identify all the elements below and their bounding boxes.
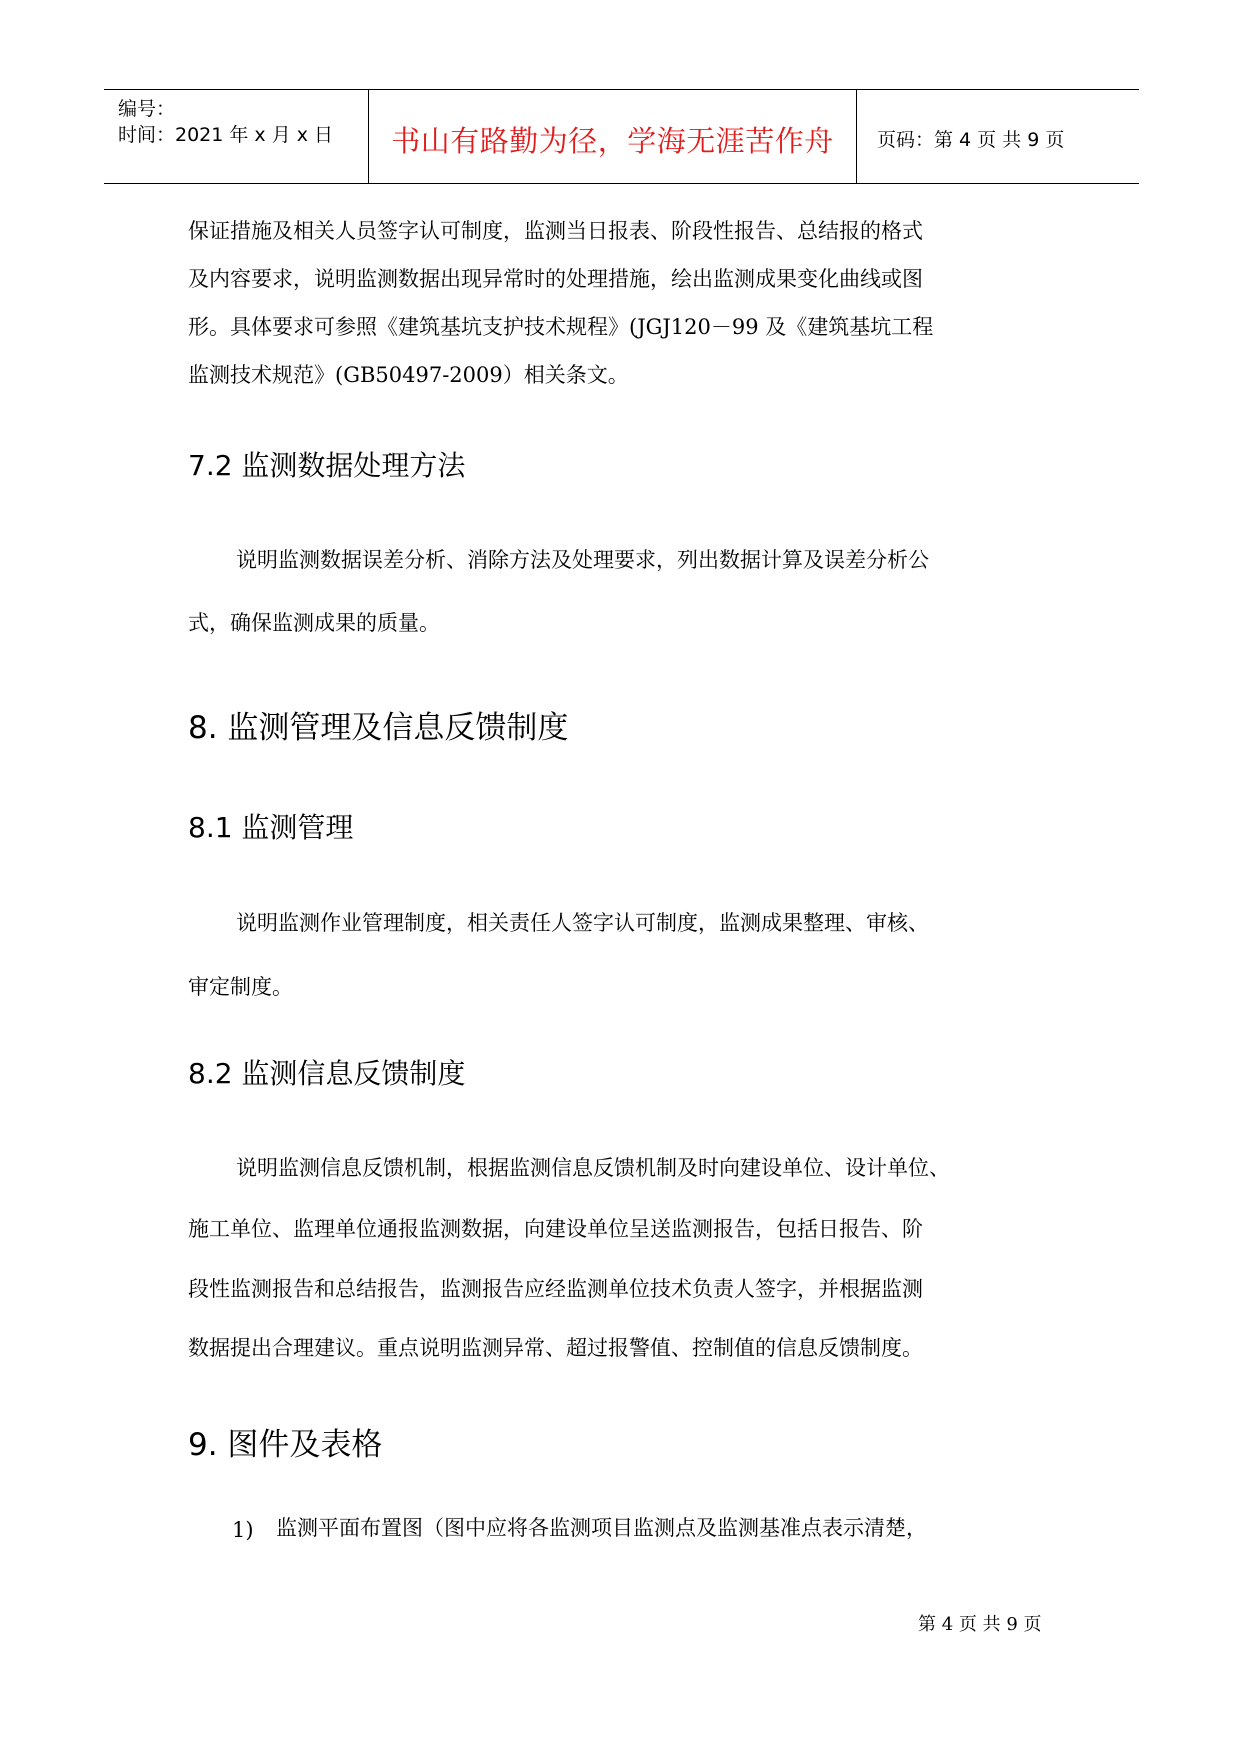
intro-line-3: 形。具体要求可参照《建筑基坑支护技术规程》(JGJ120－99 及《建筑基坑工程 xyxy=(188,315,934,339)
s82-line-4: 数据提出合理建议。重点说明监测异常、超过报警值、控制值的信息反馈制度。 xyxy=(188,1336,923,1360)
s72-line-1: 说明监测数据误差分析、消除方法及处理要求，列出数据计算及误差分析公 xyxy=(236,548,929,572)
s81-line-2: 审定制度。 xyxy=(188,975,293,999)
footer-page-number: 第 4 页 共 9 页 xyxy=(918,1614,1042,1635)
section-8-heading: 8. 监测管理及信息反馈制度 xyxy=(188,710,569,746)
list-item-text: 监测平面布置图（图中应将各监测项目监测点及监测基准点表示清楚， xyxy=(276,1516,927,1540)
doc-number-label: 编号： xyxy=(118,98,176,120)
header-middle-cell xyxy=(369,90,857,183)
header-page-number: 页码：第 4 页 共 9 页 xyxy=(877,129,1065,151)
section-9-heading: 9. 图件及表格 xyxy=(188,1427,383,1463)
section-8-2-heading: 8.2 监测信息反馈制度 xyxy=(188,1057,466,1090)
intro-line-4: 监测技术规范》(GB50497-2009）相关条文。 xyxy=(188,363,629,387)
list-item-number: 1) xyxy=(232,1518,254,1542)
doc-time-label: 时间：2021 年 x 月 x 日 xyxy=(118,124,334,146)
intro-line-1: 保证措施及相关人员签字认可制度，监测当日报表、阶段性报告、总结报的格式 xyxy=(188,219,923,243)
intro-line-2: 及内容要求，说明监测数据出现异常时的处理措施，绘出监测成果变化曲线或图 xyxy=(188,267,923,291)
header-right-cell xyxy=(857,90,1139,183)
s81-line-1: 说明监测作业管理制度，相关责任人签字认可制度，监测成果整理、审核、 xyxy=(236,911,929,935)
header-motto: 书山有路勤为径，学海无涯苦作舟 xyxy=(391,124,834,158)
section-7-2-heading: 7.2 监测数据处理方法 xyxy=(188,449,466,482)
s82-line-1: 说明监测信息反馈机制，根据监测信息反馈机制及时向建设单位、设计单位、 xyxy=(236,1156,950,1180)
s82-line-3: 段性监测报告和总结报告，监测报告应经监测单位技术负责人签字，并根据监测 xyxy=(188,1277,923,1301)
section-8-1-heading: 8.1 监测管理 xyxy=(188,811,354,844)
header-left-cell xyxy=(104,90,369,183)
s72-line-2: 式，确保监测成果的质量。 xyxy=(188,611,440,635)
page-header xyxy=(104,89,1139,184)
s82-line-2: 施工单位、监理单位通报监测数据，向建设单位呈送监测报告，包括日报告、阶 xyxy=(188,1217,923,1241)
